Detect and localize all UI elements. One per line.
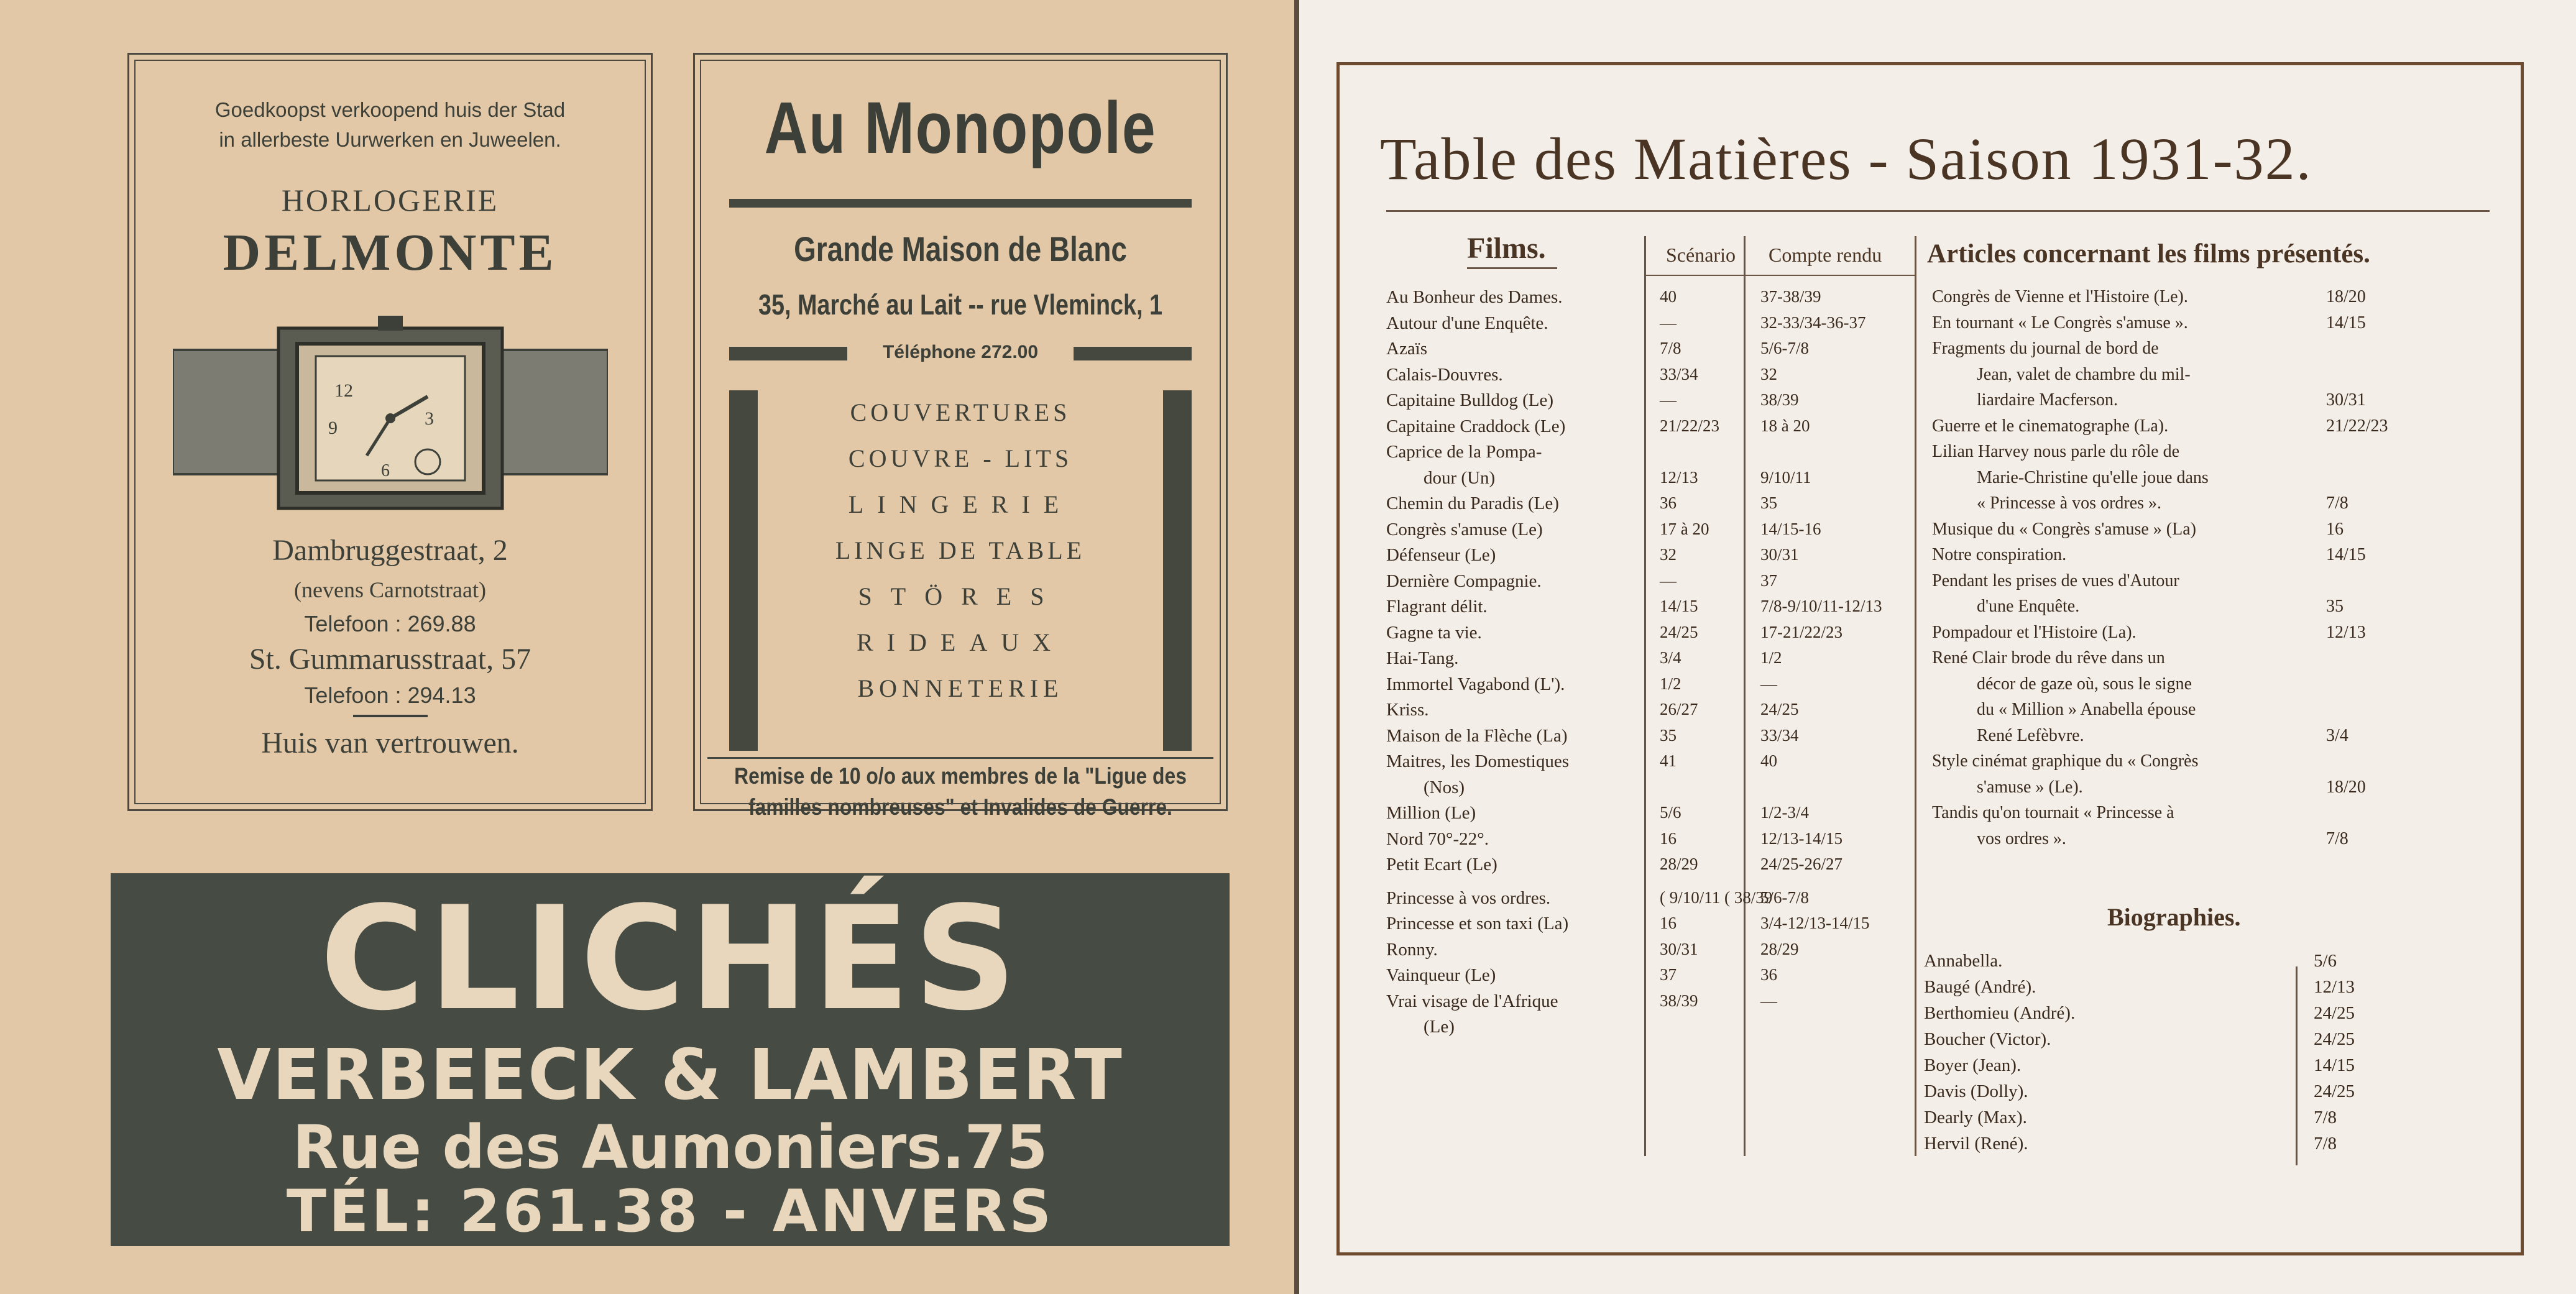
article-ref: 7/8	[2326, 829, 2348, 848]
shop-name: DELMONTE	[223, 224, 558, 282]
article-title: Pompadour et l'Histoire (La).	[1932, 623, 2137, 642]
shop-type: HORLOGERIE	[281, 183, 499, 218]
film-title: Gagne ta vie.	[1386, 623, 1482, 643]
article-ref: 7/8	[2326, 493, 2348, 513]
film-review-ref: 38/39	[1760, 390, 1799, 409]
horlogerie-delmonte-ad	[127, 53, 653, 811]
header-rule	[1644, 275, 1915, 276]
biography-ref: 5/6	[2314, 951, 2337, 971]
film-title: Défenseur (Le)	[1386, 545, 1496, 565]
film-review-ref: —	[1760, 674, 1777, 693]
ad-tagline-1: Goedkoopst verkoopend huis der Stad	[214, 98, 566, 121]
film-title: (Nos)	[1424, 778, 1465, 797]
film-scenario-ref: 38/39	[1660, 991, 1698, 1010]
film-scenario-ref: 41	[1660, 751, 1677, 770]
article-title: Marie-Christine qu'elle joue dans	[1977, 468, 2209, 487]
film-scenario-ref: 40	[1660, 287, 1677, 306]
film-review-ref: 3/4-12/13-14/15	[1760, 914, 1870, 932]
article-title: Congrès de Vienne et l'Histoire (Le).	[1932, 287, 2188, 306]
film-review-ref: 35	[1760, 493, 1777, 512]
film-review-ref: 24/25	[1760, 700, 1799, 718]
article-title: Pendant les prises de vues d'Autour	[1932, 571, 2179, 590]
film-scenario-ref: 33/34	[1660, 365, 1698, 383]
article-ref: 35	[2326, 597, 2344, 616]
film-review-ref: 40	[1760, 751, 1777, 770]
monopole-subtitle: Grande Maison de Blanc	[794, 229, 1127, 268]
biographies-header: Biographies.	[2107, 903, 2241, 931]
title-rule	[1386, 210, 2490, 212]
film-title: Hai-Tang.	[1386, 648, 1459, 668]
phone-bar-right	[1074, 347, 1192, 360]
compte-header: Compte rendu	[1769, 244, 1882, 266]
film-scenario-ref: 21/22/23	[1660, 416, 1720, 435]
biography-ref: 24/25	[2314, 1081, 2355, 1101]
phone-1: Telefoon : 269.88	[304, 611, 476, 636]
film-review-ref: —	[1760, 991, 1777, 1010]
phone-2: Telefoon : 294.13	[304, 682, 476, 708]
biography-name: Boyer (Jean).	[1924, 1055, 2022, 1075]
film-review-ref: 32-33/34-36-37	[1760, 313, 1866, 332]
right-page	[1299, 0, 2576, 1294]
film-scenario-ref: 17 à 20	[1660, 520, 1709, 538]
article-title: Musique du « Congrès s'amuse » (La)	[1932, 520, 2196, 539]
biography-ref: 24/25	[2314, 1003, 2355, 1023]
film-title: Princesse à vos ordres.	[1386, 888, 1551, 908]
article-title: « Princesse à vos ordres ».	[1977, 493, 2162, 513]
article-title: du « Million » Anabella épouse	[1977, 700, 2196, 719]
film-scenario-ref: 14/15	[1660, 597, 1698, 615]
biography-ref: 12/13	[2314, 977, 2355, 997]
film-scenario-ref: ( 9/10/11 ( 38/39	[1660, 888, 1773, 907]
biography-ref: 14/15	[2314, 1055, 2355, 1075]
ad-slogan: Huis van vertrouwen.	[261, 727, 519, 759]
film-title: Flagrant délit.	[1386, 597, 1488, 617]
cliches-title: CLICHÉS	[320, 876, 1021, 1042]
film-review-ref: 32	[1760, 365, 1777, 383]
au-monopole-ad	[693, 53, 1228, 820]
cliches-street: Rue des Aumoniers.75	[292, 1113, 1048, 1182]
article-title: René Lefèbvre.	[1977, 726, 2084, 745]
product-list	[729, 390, 1192, 751]
article-ref: 30/31	[2326, 390, 2366, 410]
film-scenario-ref: 7/8	[1660, 339, 1681, 357]
film-title: Vrai visage de l'Afrique	[1386, 991, 1558, 1011]
article-title: Notre conspiration.	[1932, 545, 2067, 564]
film-title: Maison de la Flèche (La)	[1386, 726, 1568, 746]
article-title: Fragments du journal de bord de	[1932, 339, 2159, 358]
article-title: René Clair brode du rêve dans un	[1932, 648, 2165, 668]
monopole-footer-1: Remise de 10 o/o aux membres de la "Ligue des	[734, 763, 1187, 789]
film-scenario-ref: 5/6	[1660, 803, 1681, 822]
articles-header: Articles concernant les films présentés.	[1927, 239, 2370, 268]
biography-name: Baugé (André).	[1924, 977, 2036, 997]
film-scenario-ref: —	[1660, 313, 1677, 332]
film-scenario-ref: 30/31	[1660, 940, 1698, 958]
product-item: COUVERTURES	[850, 398, 1071, 426]
film-scenario-ref: 36	[1660, 493, 1677, 512]
monopole-footer-2: familles nombreuses" et Invalides de Guerre.	[748, 794, 1172, 820]
film-scenario-ref: 3/4	[1660, 648, 1681, 667]
biography-name: Davis (Dolly).	[1924, 1081, 2028, 1101]
article-ref: 18/20	[2326, 287, 2366, 306]
film-title: Chemin du Paradis (Le)	[1386, 493, 1559, 513]
film-review-ref: 18 à 20	[1760, 416, 1810, 435]
article-title: Jean, valet de chambre du mil-	[1977, 365, 2191, 384]
film-scenario-ref: 12/13	[1660, 468, 1698, 487]
monopole-title: Au Monopole	[764, 87, 1157, 169]
film-title: Princesse et son taxi (La)	[1386, 914, 1569, 934]
film-scenario-ref: —	[1660, 571, 1677, 590]
article-ref: 16	[2326, 520, 2344, 539]
biography-ref: 7/8	[2314, 1134, 2337, 1154]
film-title: Azaïs	[1386, 339, 1428, 359]
film-scenario-ref: 1/2	[1660, 674, 1681, 693]
film-scenario-ref: 32	[1660, 545, 1677, 564]
title-underline	[729, 199, 1192, 208]
product-item: RIDEAUX	[857, 628, 1064, 656]
biography-ref: 24/25	[2314, 1029, 2355, 1049]
article-title: liardaire Macferson.	[1977, 390, 2118, 410]
article-title: vos ordres ».	[1977, 829, 2066, 848]
film-review-ref: 9/10/11	[1760, 468, 1811, 487]
film-scenario-ref: 28/29	[1660, 855, 1698, 873]
film-title: Calais-Douvres.	[1386, 365, 1503, 385]
article-ref: 21/22/23	[2326, 416, 2388, 436]
article-ref: 14/15	[2326, 545, 2366, 564]
column-divider	[1744, 236, 1746, 1156]
film-scenario-ref: 37	[1660, 965, 1677, 984]
film-review-ref: 37-38/39	[1760, 287, 1821, 306]
article-ref: 18/20	[2326, 778, 2366, 797]
biography-name: Dearly (Max).	[1924, 1108, 2027, 1127]
film-title: Million (Le)	[1386, 803, 1476, 823]
film-title: Nord 70°-22°.	[1386, 829, 1489, 849]
cliches-phone-city: TÉL: 261.38 - ANVERS	[286, 1178, 1054, 1246]
address-2: St. Gummarusstraat, 57	[249, 643, 531, 676]
column-divider	[1644, 236, 1646, 1156]
film-review-ref: 33/34	[1760, 726, 1799, 745]
product-item: COUVRE - LITS	[848, 444, 1073, 472]
film-review-ref: 28/29	[1760, 940, 1799, 958]
monopole-address: 35, Marché au Lait -- rue Vleminck, 1	[758, 288, 1162, 321]
biography-ref: 7/8	[2314, 1108, 2337, 1127]
column-divider	[1915, 236, 1916, 1156]
article-title: Lilian Harvey nous parle du rôle de	[1932, 442, 2180, 461]
article-title: décor de gaze où, sous le signe	[1977, 674, 2192, 694]
article-ref: 3/4	[2326, 726, 2348, 745]
ad-tagline-2: in allerbeste Uurwerken en Juweelen.	[219, 128, 561, 151]
biography-name: Boucher (Victor).	[1924, 1029, 2051, 1049]
article-ref: 14/15	[2326, 313, 2366, 333]
film-scenario-ref: 16	[1660, 914, 1677, 932]
svg-text:12: 12	[334, 380, 353, 401]
film-title: Autour d'une Enquête.	[1386, 313, 1548, 333]
film-title: Immortel Vagabond (L').	[1386, 674, 1565, 694]
film-review-ref: 1/2	[1760, 648, 1782, 667]
film-review-ref: 14/15-16	[1760, 520, 1821, 538]
page-gutter	[1294, 0, 1299, 1294]
film-title: Vainqueur (Le)	[1386, 965, 1496, 985]
film-review-ref: 17-21/22/23	[1760, 623, 1842, 641]
film-title: Capitaine Bulldog (Le)	[1386, 390, 1553, 410]
films-header: Films.	[1467, 232, 1546, 265]
film-scenario-ref: 16	[1660, 829, 1677, 848]
article-title: Tandis qu'on tournait « Princesse à	[1932, 803, 2174, 822]
biography-name: Annabella.	[1924, 951, 2003, 971]
film-review-ref: 5/6-7/8	[1760, 339, 1809, 357]
biography-name: Berthomieu (André).	[1924, 1003, 2076, 1023]
article-title: d'une Enquête.	[1977, 597, 2080, 616]
address-1: Dambruggestraat, 2	[272, 534, 508, 567]
product-item: LINGE DE TABLE	[835, 536, 1086, 564]
product-item: STÖRES	[858, 582, 1063, 610]
svg-text:6: 6	[381, 461, 390, 480]
film-scenario-ref: 35	[1660, 726, 1677, 745]
svg-text:9: 9	[328, 418, 338, 438]
address-1-note: (nevens Carnotstraat)	[294, 577, 486, 602]
film-title: (Le)	[1424, 1017, 1455, 1037]
biography-name: Hervil (René).	[1924, 1134, 2028, 1154]
svg-text:3: 3	[425, 408, 434, 429]
film-title: Ronny.	[1386, 940, 1438, 960]
film-title: Kriss.	[1386, 700, 1429, 720]
scenario-header: Scénario	[1666, 244, 1736, 266]
film-title: Caprice de la Pompa-	[1386, 442, 1542, 462]
film-review-ref: 37	[1760, 571, 1777, 590]
film-title: Capitaine Craddock (Le)	[1386, 416, 1566, 436]
monopole-phone: Téléphone 272.00	[882, 342, 1039, 362]
film-title: Au Bonheur des Dames.	[1386, 287, 1563, 307]
bio-column-divider	[2296, 966, 2298, 1165]
wristwatch-illustration	[173, 316, 608, 521]
film-title: Dernière Compagnie.	[1386, 571, 1542, 591]
product-item: LINGERIE	[848, 490, 1073, 518]
cliches-verbeeck-lambert-ad	[111, 873, 1230, 1246]
article-ref: 12/13	[2326, 623, 2366, 642]
film-review-ref: 5/6-7/8	[1760, 888, 1809, 907]
film-review-ref: 30/31	[1760, 545, 1799, 564]
film-title: dour (Un)	[1424, 468, 1496, 488]
film-review-ref: 1/2-3/4	[1760, 803, 1809, 822]
film-scenario-ref: 24/25	[1660, 623, 1698, 641]
article-title: En tournant « Le Congrès s'amuse ».	[1932, 313, 2188, 333]
cliches-company: VERBEECK & LAMBERT	[217, 1035, 1123, 1116]
article-title: s'amuse » (Le).	[1977, 778, 2083, 797]
film-review-ref: 24/25-26/27	[1760, 855, 1842, 873]
page-title: Table des Matières - Saison 1931-32.	[1380, 126, 2312, 192]
film-title: Petit Ecart (Le)	[1386, 855, 1497, 874]
product-item: BONNETERIE	[857, 674, 1064, 702]
films-header-underline	[1467, 267, 1557, 269]
film-review-ref: 12/13-14/15	[1760, 829, 1842, 848]
footer-rule	[707, 757, 1213, 759]
film-title: Congrès s'amuse (Le)	[1386, 520, 1543, 539]
article-title: Style cinémat graphique du « Congrès	[1932, 751, 2199, 771]
film-title: Maitres, les Domestiques	[1386, 751, 1569, 771]
divider	[353, 715, 428, 717]
article-title: Guerre et le cinematographe (La).	[1932, 416, 2169, 436]
film-scenario-ref: 26/27	[1660, 700, 1698, 718]
film-scenario-ref: —	[1660, 390, 1677, 409]
film-review-ref: 7/8-9/10/11-12/13	[1760, 597, 1882, 615]
film-review-ref: 36	[1760, 965, 1777, 984]
